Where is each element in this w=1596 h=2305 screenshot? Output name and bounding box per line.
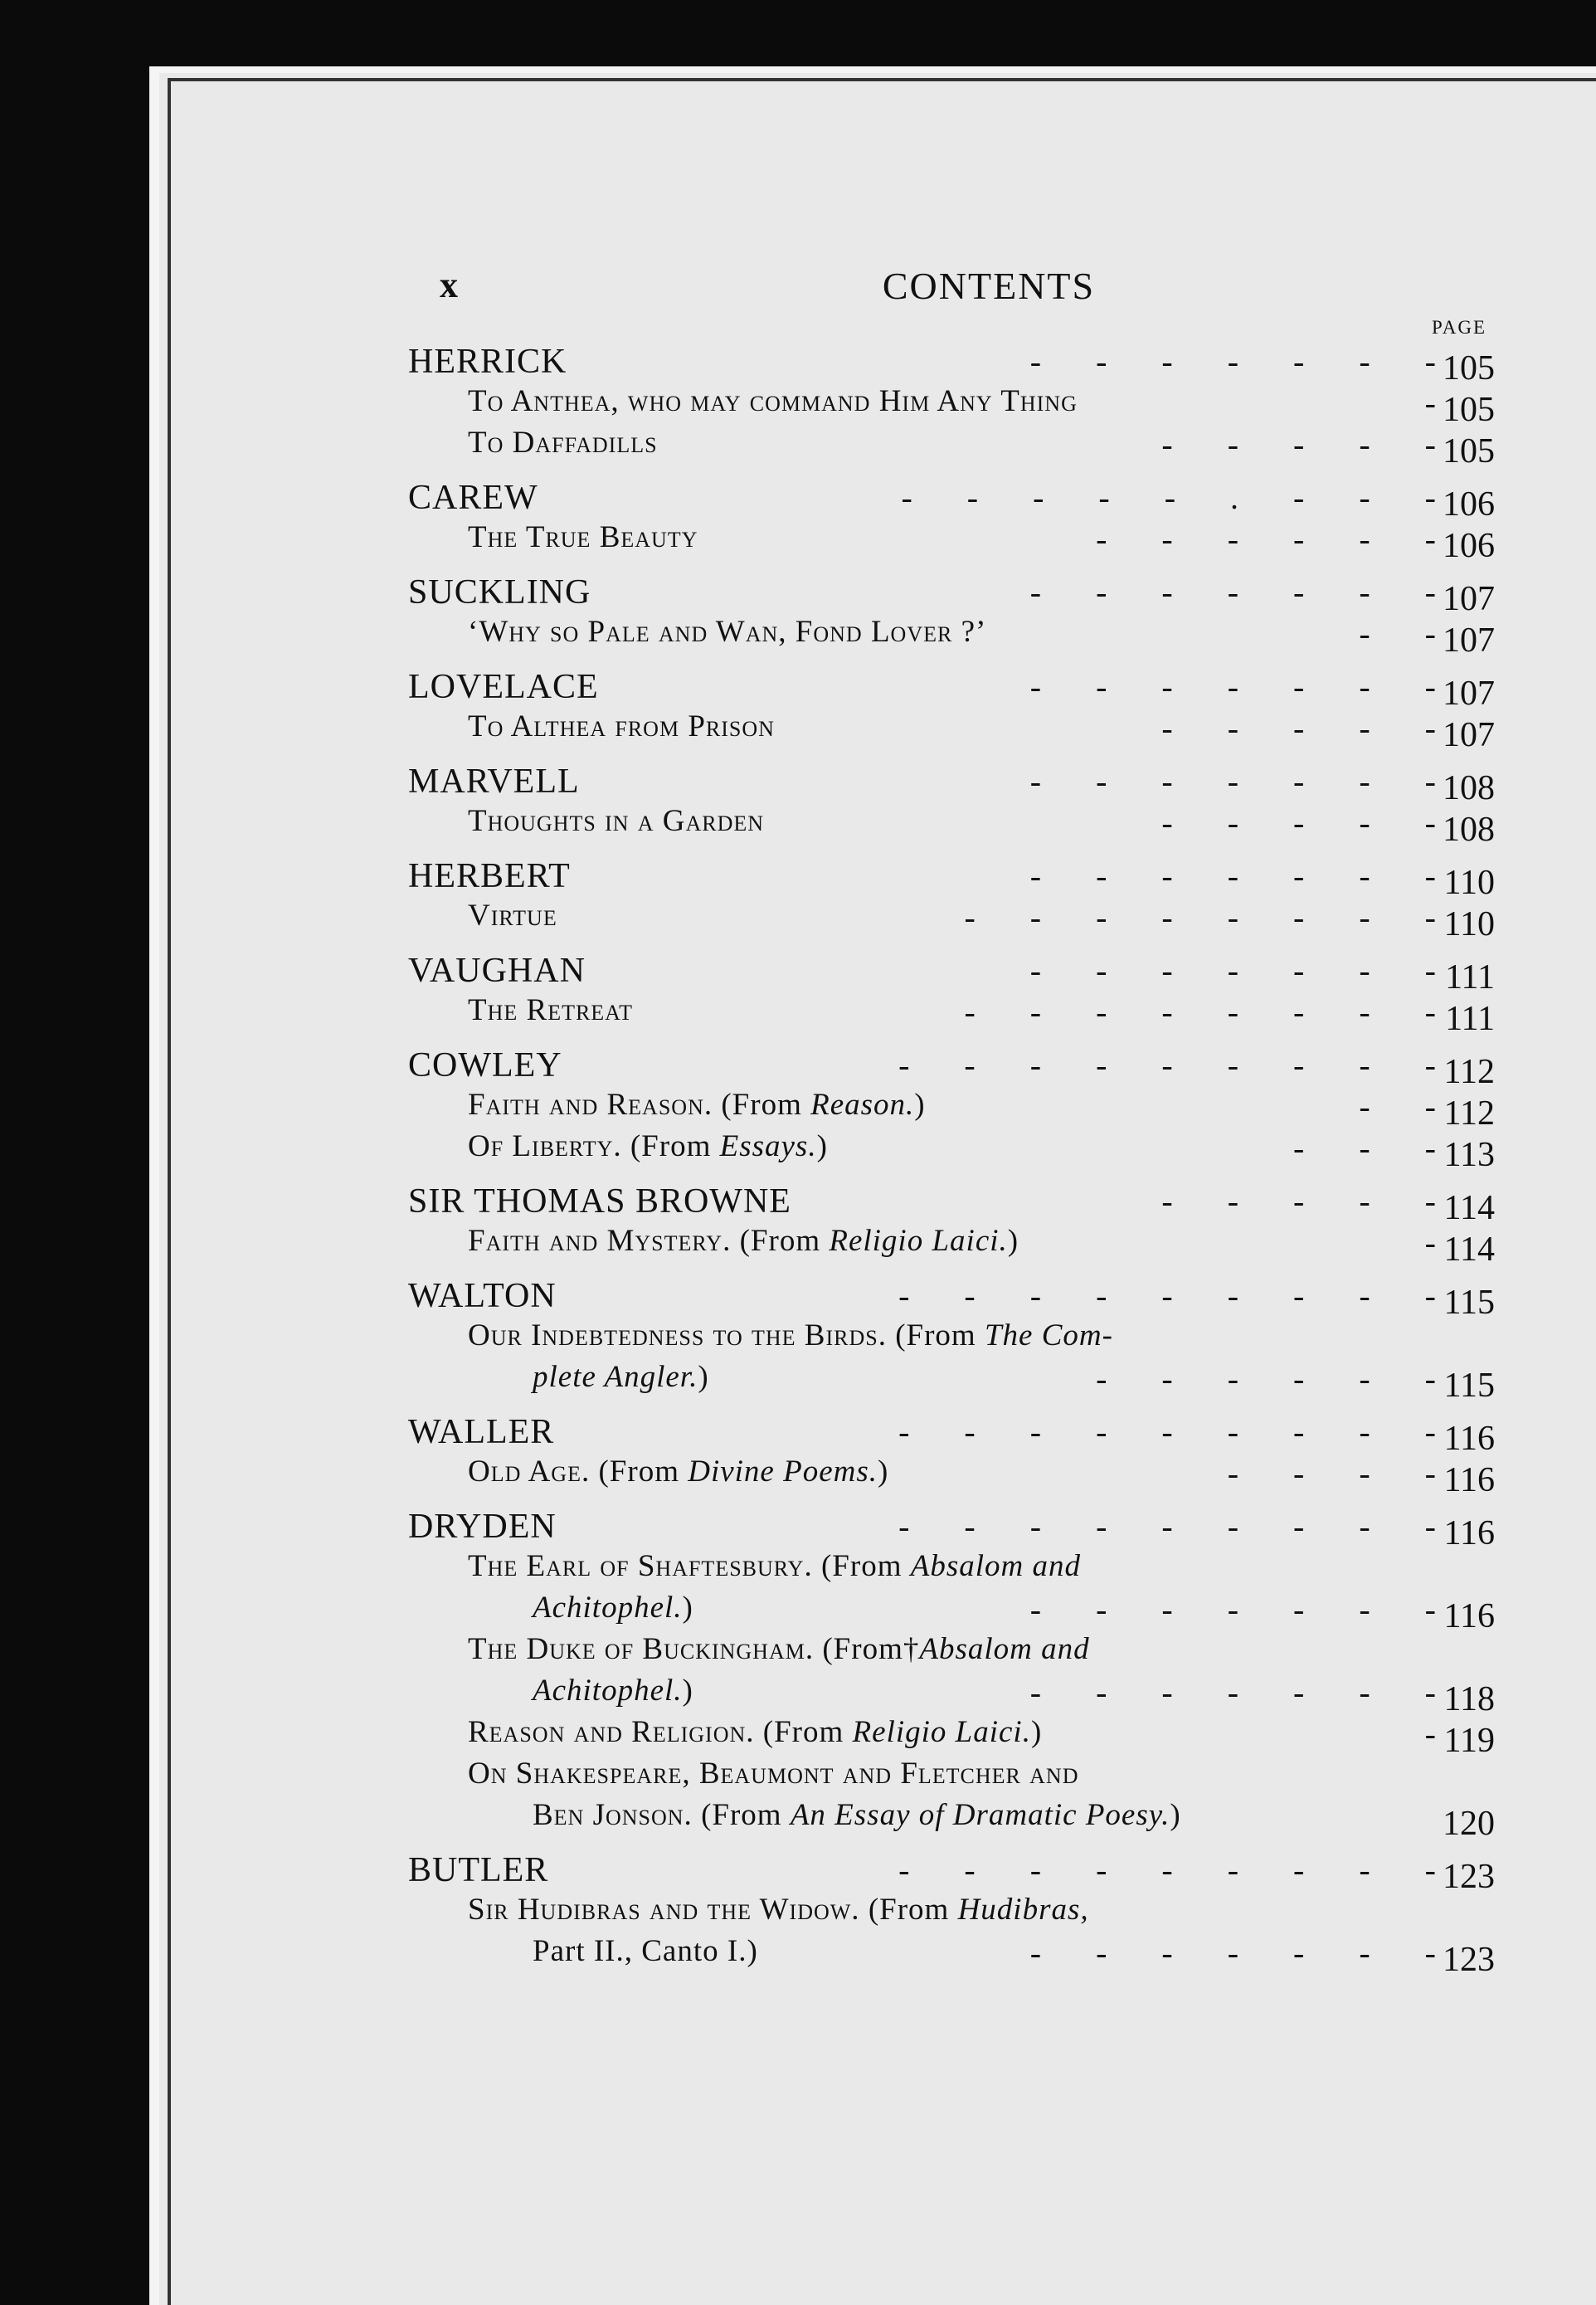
leader-dots: - - - - - - - bbox=[1029, 857, 1437, 894]
title-text: HERRICK bbox=[408, 343, 567, 381]
leader-dots: - - - - - - - bbox=[1029, 763, 1437, 800]
section-gap bbox=[408, 747, 1569, 758]
leader-dots: - - - - - . - - - bbox=[901, 479, 1437, 516]
toc-author-row bbox=[408, 853, 1569, 902]
work-title bbox=[468, 803, 764, 839]
leader-dots: - - - - bbox=[1227, 1455, 1437, 1492]
title-text: The Retreat bbox=[468, 993, 633, 1027]
toc-author-row bbox=[408, 1178, 1569, 1227]
source-title: An Essay of Dramatic Poesy. bbox=[790, 1798, 1170, 1832]
toc-work-row bbox=[408, 422, 1569, 470]
page-number: 108 bbox=[1443, 769, 1495, 807]
page-number: 113 bbox=[1443, 1136, 1495, 1174]
source-title: Hudibras, bbox=[957, 1893, 1089, 1927]
author-name bbox=[408, 1182, 791, 1221]
toc-work-row bbox=[408, 1220, 1569, 1269]
page-column-label: PAGE bbox=[1432, 317, 1487, 338]
toc-work-row bbox=[408, 1356, 1569, 1405]
section-gap bbox=[408, 558, 1569, 569]
page-number: 118 bbox=[1443, 1680, 1495, 1718]
work-title bbox=[468, 1714, 1042, 1750]
title-text: SUCKLING bbox=[408, 573, 591, 612]
title-text: Virtue bbox=[468, 899, 557, 933]
toc-work-row bbox=[408, 1930, 1569, 1979]
source-title: Religio Laici. bbox=[829, 1224, 1008, 1258]
page-number: 105 bbox=[1443, 432, 1495, 470]
page-number: 123 bbox=[1443, 1858, 1495, 1896]
toc-work-row bbox=[408, 1711, 1569, 1760]
page-number: 110 bbox=[1443, 905, 1495, 943]
author-name bbox=[408, 342, 567, 382]
source-suffix: ) bbox=[914, 1088, 926, 1122]
title-text: CAREW bbox=[408, 479, 538, 517]
work-title bbox=[533, 1797, 1181, 1833]
leader-dots: - - - - - bbox=[1161, 804, 1437, 841]
section-gap bbox=[408, 1031, 1569, 1042]
title-text: Thoughts in a Garden bbox=[468, 804, 765, 838]
toc-author-row bbox=[408, 1847, 1569, 1896]
author-name bbox=[408, 1412, 554, 1452]
title-text: BUTLER bbox=[408, 1851, 549, 1889]
work-title bbox=[468, 898, 557, 933]
page-number: 114 bbox=[1443, 1230, 1495, 1269]
title-text: Our Indebtedness to the Birds. bbox=[468, 1318, 887, 1352]
page-number: 112 bbox=[1443, 1053, 1495, 1091]
leader-dots: - bbox=[1424, 1715, 1437, 1752]
source-prefix: (From bbox=[692, 1798, 791, 1832]
work-title bbox=[468, 614, 986, 650]
page-number: 116 bbox=[1443, 1597, 1495, 1635]
page-number: 114 bbox=[1443, 1189, 1495, 1227]
leader-dots: - - - - - - - bbox=[1029, 1674, 1437, 1711]
toc-work-row bbox=[408, 1084, 1569, 1133]
source-title: Absalom and bbox=[919, 1632, 1090, 1666]
page-number: 111 bbox=[1445, 1000, 1495, 1038]
source-suffix: ) bbox=[1030, 1715, 1043, 1749]
author-name bbox=[408, 951, 586, 991]
section-gap bbox=[408, 1492, 1569, 1503]
toc-author-row bbox=[408, 339, 1569, 387]
work-title bbox=[533, 1673, 693, 1708]
title-text: Ben Jonson. bbox=[533, 1798, 693, 1832]
leader-dots: - - - - - - bbox=[1096, 520, 1437, 558]
page-number: 105 bbox=[1443, 391, 1495, 429]
author-name bbox=[408, 1045, 562, 1085]
source-title: Achitophel. bbox=[533, 1674, 683, 1708]
title-text: To Daffadills bbox=[468, 426, 658, 460]
leader-dots: - - - - - - - bbox=[1029, 573, 1437, 611]
work-title bbox=[533, 1359, 709, 1395]
source-title: Essays. bbox=[719, 1129, 817, 1163]
toc-author-row bbox=[408, 1273, 1569, 1322]
source-suffix: ) bbox=[1007, 1224, 1019, 1258]
author-name bbox=[408, 762, 580, 802]
toc-work-row bbox=[408, 1450, 1569, 1499]
source-title: Achitophel. bbox=[533, 1591, 683, 1625]
toc-work-row bbox=[408, 1586, 1569, 1635]
title-text: To Althea from Prison bbox=[468, 709, 775, 743]
page-number: 116 bbox=[1443, 1420, 1495, 1458]
page-number: 116 bbox=[1443, 1461, 1495, 1499]
section-gap bbox=[408, 652, 1569, 664]
leader-dots: - - - - - - - - - bbox=[898, 1046, 1437, 1084]
page-number: 107 bbox=[1443, 580, 1495, 618]
leader-dots: - - - bbox=[1293, 1129, 1437, 1167]
title-text: Sir Hudibras and the Widow. bbox=[468, 1893, 860, 1927]
source-prefix: (From bbox=[731, 1224, 830, 1258]
source-prefix: (From bbox=[812, 1549, 911, 1583]
leader-dots: - - - - - - - - bbox=[964, 993, 1437, 1031]
work-title bbox=[468, 1454, 888, 1489]
leader-dots: - - - - - - bbox=[1096, 1360, 1437, 1397]
title-text: COWLEY bbox=[408, 1046, 562, 1084]
work-title bbox=[468, 1128, 828, 1164]
source-suffix: ) bbox=[682, 1674, 693, 1708]
author-name bbox=[408, 856, 571, 896]
toc-work-row bbox=[408, 989, 1569, 1038]
title-text: WALTON bbox=[408, 1277, 557, 1315]
section-gap bbox=[408, 1167, 1569, 1178]
section-gap bbox=[408, 463, 1569, 475]
source-text: Part II., Canto I.) bbox=[533, 1934, 758, 1968]
toc-work-row bbox=[408, 1752, 1569, 1794]
work-title bbox=[468, 1223, 1019, 1259]
work-title bbox=[468, 1548, 1081, 1584]
toc-author-row bbox=[408, 1409, 1569, 1458]
toc-work-row bbox=[408, 516, 1569, 565]
page-number: 115 bbox=[1443, 1367, 1495, 1405]
source-prefix: (From bbox=[590, 1455, 689, 1489]
work-title bbox=[468, 1892, 1089, 1927]
source-title: Religio Laici. bbox=[852, 1715, 1031, 1749]
page-number: 119 bbox=[1443, 1722, 1495, 1760]
title-text: Faith and Mystery. bbox=[468, 1224, 732, 1258]
work-title bbox=[468, 425, 658, 461]
title-text: ‘Why so Pale and Wan, Fond Lover ?’ bbox=[468, 615, 987, 649]
toc-work-row bbox=[408, 1669, 1569, 1718]
source-title: The Com- bbox=[984, 1318, 1113, 1352]
toc-work-row bbox=[408, 1545, 1569, 1586]
title-text: MARVELL bbox=[408, 763, 580, 801]
source-title: Divine Poems. bbox=[688, 1455, 878, 1489]
title-text: Reason and Religion. bbox=[468, 1715, 755, 1749]
work-title bbox=[533, 1933, 758, 1969]
page-number: 111 bbox=[1445, 958, 1495, 997]
toc-author-row bbox=[408, 569, 1569, 618]
toc-author-row bbox=[408, 475, 1569, 524]
toc-work-row bbox=[408, 705, 1569, 754]
leader-dots: - - - - - - - - - bbox=[898, 1413, 1437, 1450]
toc-work-row bbox=[408, 1314, 1569, 1356]
source-prefix: (From bbox=[886, 1318, 985, 1352]
title-text: Old Age. bbox=[468, 1455, 591, 1489]
work-title bbox=[468, 1087, 926, 1123]
toc-work-row bbox=[408, 1888, 1569, 1930]
author-name bbox=[408, 667, 599, 707]
leader-dots: - - bbox=[1359, 615, 1437, 652]
source-title: Absalom and bbox=[910, 1549, 1081, 1583]
leader-dots: - - - - - - - - - bbox=[898, 1277, 1437, 1314]
title-text: SIR THOMAS BROWNE bbox=[408, 1182, 791, 1221]
source-suffix: ) bbox=[1170, 1798, 1181, 1832]
source-title: plete Angler. bbox=[533, 1360, 698, 1394]
toc-work-row bbox=[408, 894, 1569, 943]
toc-work-row bbox=[408, 800, 1569, 849]
source-suffix: ) bbox=[816, 1129, 828, 1163]
page-title: CONTENTS bbox=[882, 265, 1096, 307]
page-number: 108 bbox=[1443, 811, 1495, 849]
page-number: 105 bbox=[1443, 349, 1495, 387]
title-text: DRYDEN bbox=[408, 1508, 557, 1546]
page-number: 106 bbox=[1443, 485, 1495, 524]
leader-dots: - - - - - - - bbox=[1029, 343, 1437, 380]
leader-dots: - - - - - - - - bbox=[964, 899, 1437, 936]
source-prefix: (From bbox=[859, 1893, 958, 1927]
leader-dots: - - - - - bbox=[1161, 1182, 1437, 1220]
leader-dots: - bbox=[1424, 384, 1437, 422]
section-gap bbox=[408, 841, 1569, 853]
author-name bbox=[408, 1276, 557, 1316]
source-prefix: (From† bbox=[814, 1632, 920, 1666]
work-title bbox=[468, 383, 1078, 419]
source-prefix: (From bbox=[713, 1088, 811, 1122]
folio-number: x bbox=[440, 265, 458, 305]
section-gap bbox=[408, 1397, 1569, 1409]
leader-dots: - - - - - - - - - bbox=[898, 1851, 1437, 1888]
source-title: Reason. bbox=[810, 1088, 915, 1122]
title-text: The Duke of Buckingham. bbox=[468, 1632, 815, 1666]
work-title bbox=[468, 1756, 1078, 1791]
leader-dots: - - - - - - - bbox=[1029, 1934, 1437, 1971]
toc-work-row bbox=[408, 1628, 1569, 1669]
title-text: LOVELACE bbox=[408, 668, 599, 706]
leader-dots: - - - - - - - bbox=[1029, 952, 1437, 989]
work-title bbox=[468, 709, 775, 744]
leader-dots: - - - - - - - bbox=[1029, 1591, 1437, 1628]
page-number: 106 bbox=[1443, 527, 1495, 565]
section-gap bbox=[408, 1835, 1569, 1847]
title-text: WALLER bbox=[408, 1413, 555, 1451]
toc-author-row bbox=[408, 1042, 1569, 1091]
toc-work-row bbox=[408, 1125, 1569, 1174]
contents-page bbox=[408, 264, 1569, 1979]
page-number: 116 bbox=[1443, 1514, 1495, 1552]
work-title bbox=[468, 1318, 1113, 1353]
author-name bbox=[408, 573, 591, 612]
page-number: 115 bbox=[1443, 1284, 1495, 1322]
toc-author-row bbox=[408, 758, 1569, 807]
work-title bbox=[533, 1590, 693, 1625]
page-number: 107 bbox=[1443, 621, 1495, 660]
leader-dots: - - - - - bbox=[1161, 426, 1437, 463]
title-text: Faith and Reason. bbox=[468, 1088, 713, 1122]
title-text: On Shakespeare, Beaumont and Fletcher and bbox=[468, 1757, 1079, 1791]
source-suffix: ) bbox=[698, 1360, 709, 1394]
title-text: HERBERT bbox=[408, 857, 571, 895]
toc-author-row bbox=[408, 1503, 1569, 1552]
table-of-contents bbox=[408, 339, 1569, 1979]
page-number: 123 bbox=[1443, 1941, 1495, 1979]
title-text: To Anthea, who may command Him Any Thing bbox=[468, 384, 1078, 418]
title-text: The Earl of Shaftesbury. bbox=[468, 1549, 813, 1583]
toc-work-row bbox=[408, 380, 1569, 429]
toc-work-row bbox=[408, 1794, 1569, 1843]
author-name bbox=[408, 1507, 557, 1547]
page-number: 112 bbox=[1443, 1094, 1495, 1133]
leader-dots: - - - - - bbox=[1161, 709, 1437, 747]
toc-work-row bbox=[408, 611, 1569, 660]
page-number: 107 bbox=[1443, 716, 1495, 754]
leader-dots: - - - - - - - - - bbox=[898, 1508, 1437, 1545]
page-header bbox=[408, 264, 1569, 339]
source-prefix: (From bbox=[621, 1129, 720, 1163]
author-name bbox=[408, 1850, 548, 1890]
work-title bbox=[468, 1631, 1090, 1667]
page-number: 110 bbox=[1443, 864, 1495, 902]
work-title bbox=[468, 519, 698, 555]
source-suffix: ) bbox=[682, 1591, 693, 1625]
section-gap bbox=[408, 936, 1569, 948]
leader-dots: - - bbox=[1359, 1088, 1437, 1125]
work-title bbox=[468, 992, 633, 1028]
section-gap bbox=[408, 1261, 1569, 1273]
toc-author-row bbox=[408, 664, 1569, 713]
source-suffix: ) bbox=[878, 1455, 889, 1489]
page-number: 120 bbox=[1443, 1805, 1495, 1843]
title-text: VAUGHAN bbox=[408, 952, 586, 990]
book-page bbox=[149, 66, 1596, 2305]
leader-dots: - bbox=[1424, 1224, 1437, 1261]
toc-author-row bbox=[408, 948, 1569, 997]
leader-dots: - - - - - - - bbox=[1029, 668, 1437, 705]
title-text: Of Liberty. bbox=[468, 1129, 622, 1163]
page-number: 107 bbox=[1443, 675, 1495, 713]
author-name bbox=[408, 478, 538, 518]
source-prefix: (From bbox=[754, 1715, 853, 1749]
title-text: The True Beauty bbox=[468, 520, 698, 554]
